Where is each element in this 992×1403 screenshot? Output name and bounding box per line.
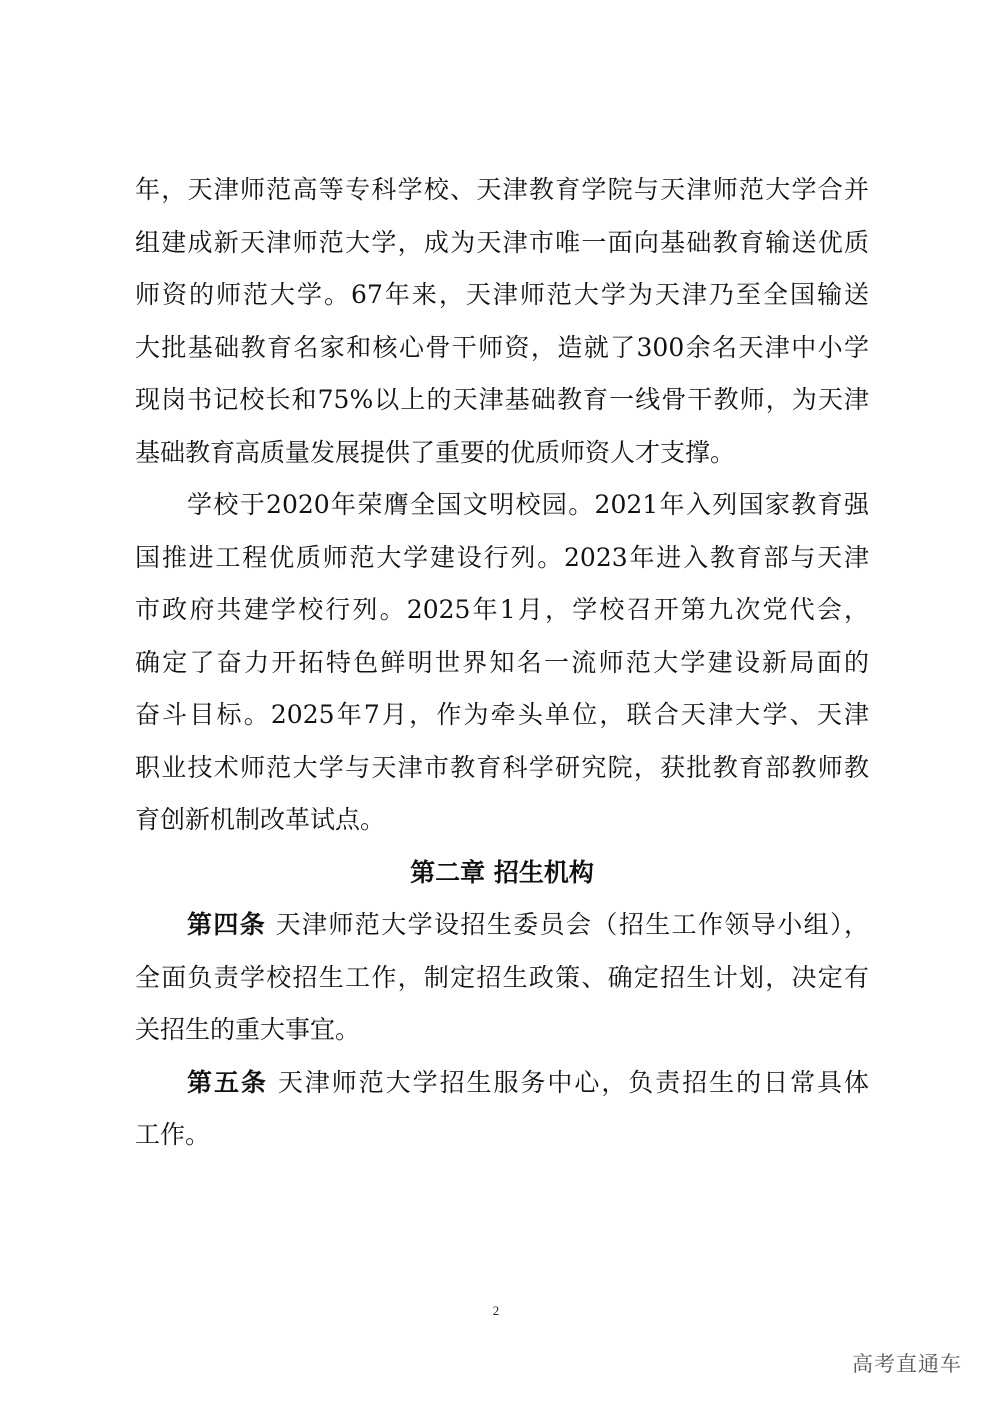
text-line: 奋斗目标。2025年7月，作为牵头单位，联合天津大学、天津 bbox=[135, 700, 869, 729]
article-first-line bbox=[135, 899, 869, 952]
text-line: 年，天津师范高等专科学校、天津教育学院与天津师范大学合并 bbox=[135, 175, 869, 204]
article-text: 天津师范大学设招生委员会（招生工作领导小组）， bbox=[275, 910, 869, 939]
article-label: 第四条 bbox=[187, 910, 267, 939]
chapter-title: 第二章 招生机构 bbox=[410, 857, 594, 887]
document-body bbox=[135, 164, 869, 1162]
article-text: 天津师范大学招生服务中心，负责招生的日常具体 bbox=[277, 1067, 869, 1097]
text-line: 国推进工程优质师范大学建设行列。2023年进入教育部与天津 bbox=[135, 542, 869, 572]
text-line: 育创新机制改革试点。 bbox=[135, 805, 386, 834]
text-line: 市政府共建学校行列。2025年1月，学校召开第九次党代会， bbox=[135, 595, 869, 624]
text-line: 大批基础教育名家和核心骨干师资，造就了300余名天津中小学 bbox=[135, 332, 869, 362]
page-number: 2 bbox=[492, 1303, 500, 1318]
text-line: 现岗书记校长和75%以上的天津基础教育一线骨干教师，为天津 bbox=[135, 385, 869, 414]
text-line: 工作。 bbox=[135, 1120, 211, 1149]
text-line: 职业技术师范大学与天津市教育科学研究院，获批教育部教师教 bbox=[135, 752, 869, 782]
paragraph-honors bbox=[135, 479, 869, 847]
text-line: 关招生的重大事宜。 bbox=[135, 1015, 361, 1044]
text-line: 确定了奋力开拓特色鲜明世界知名一流师范大学建设新局面的 bbox=[135, 647, 869, 677]
watermark: 高考直通车 bbox=[852, 1352, 962, 1376]
article-first-line bbox=[135, 1057, 869, 1110]
text-line: 组建成新天津师范大学，成为天津市唯一面向基础教育输送优质 bbox=[135, 227, 869, 257]
article-four bbox=[135, 899, 869, 1057]
paragraph-history bbox=[135, 164, 869, 479]
article-label: 第五条 bbox=[187, 1067, 268, 1097]
text-line: 师资的师范大学。67年来，天津师范大学为天津乃至全国输送 bbox=[135, 280, 869, 309]
text-line: 学校于2020年荣膺全国文明校园。2021年入列国家教育强 bbox=[187, 490, 869, 519]
text-line: 基础教育高质量发展提供了重要的优质师资人才支撑。 bbox=[135, 437, 736, 467]
article-five bbox=[135, 1057, 869, 1162]
text-line: 全面负责学校招生工作，制定招生政策、确定招生计划，决定有 bbox=[135, 962, 869, 992]
